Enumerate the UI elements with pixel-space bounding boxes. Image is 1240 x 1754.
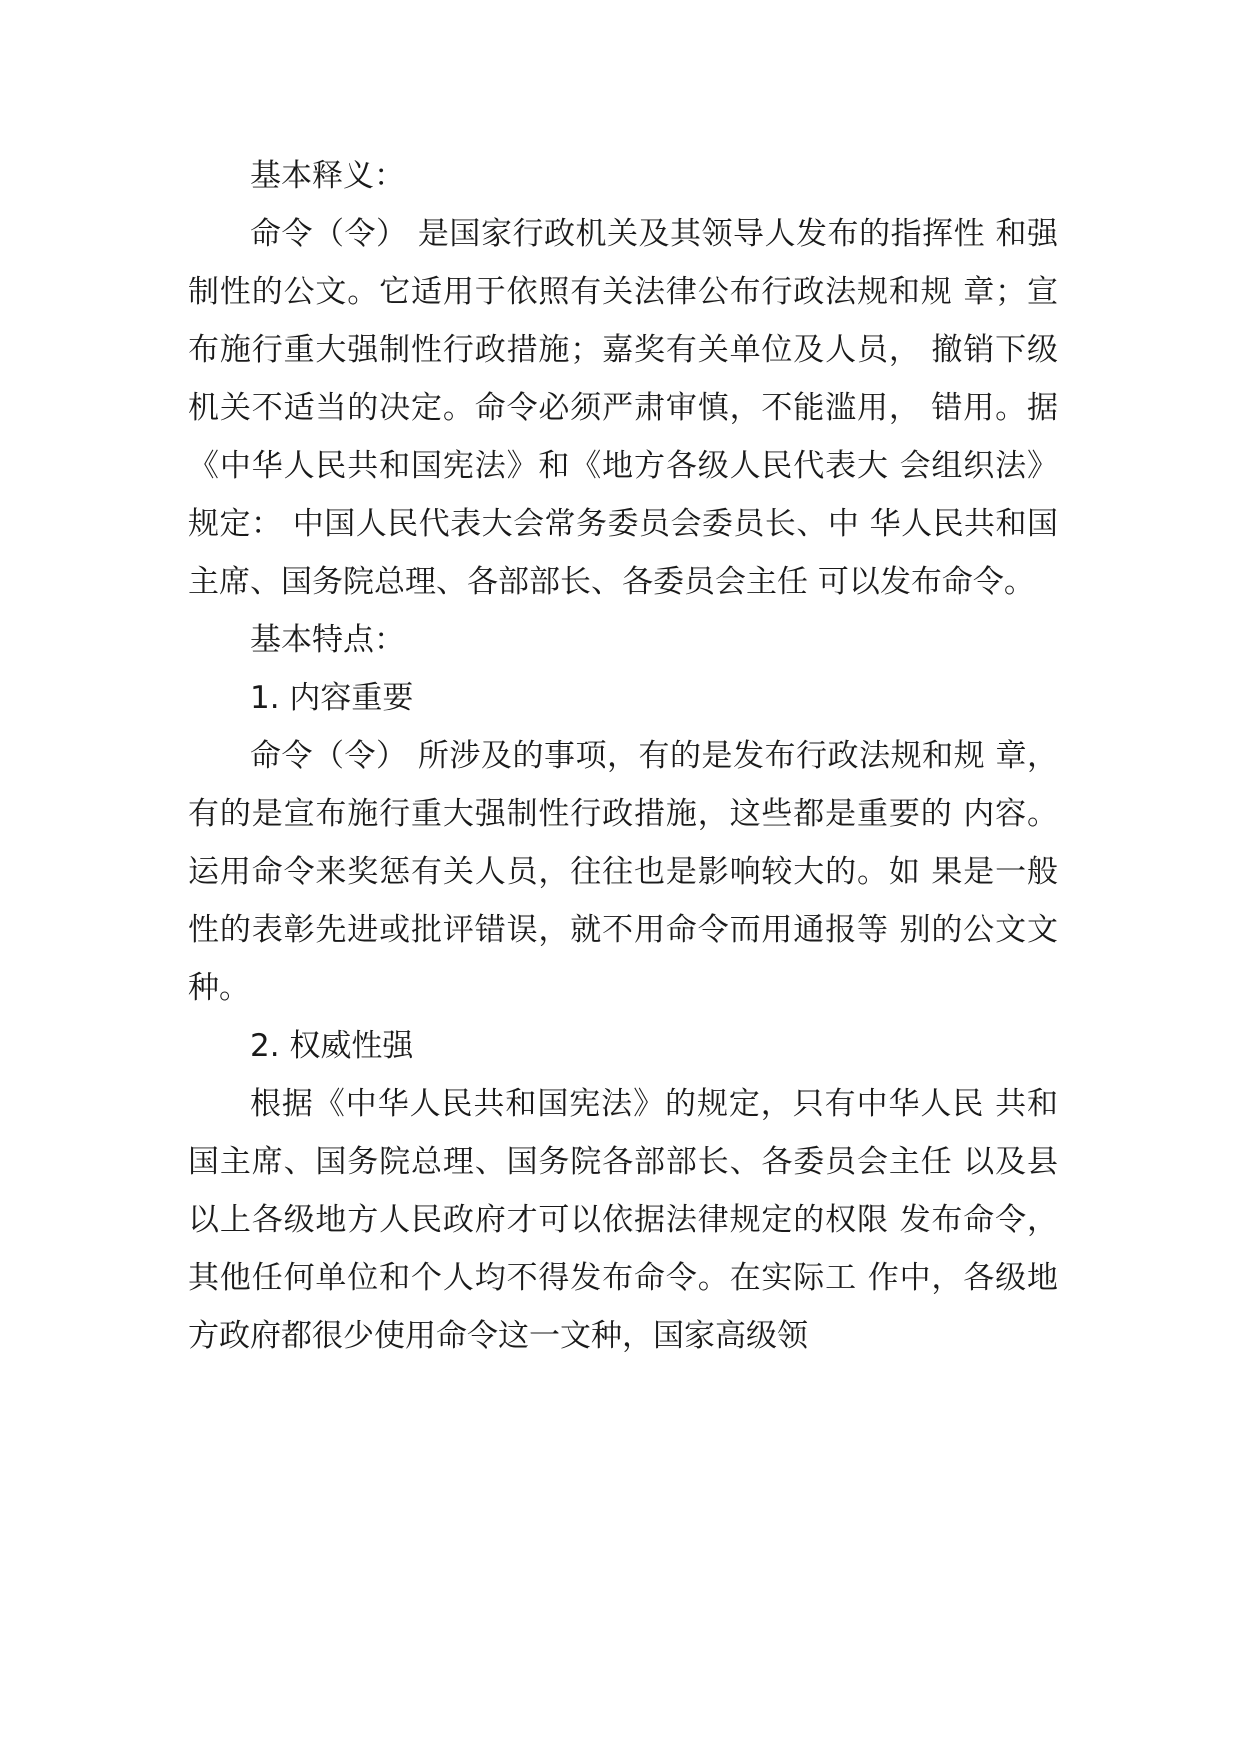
- paragraph-line: 命令（令） 是国家行政机关及其领导人发布的指挥性 和强: [250, 216, 1058, 252]
- paragraph-line: 规定： 中国人民代表大会常务委员会委员长、中 华人民共和国: [188, 506, 1058, 542]
- paragraph-line: 主席、国务院总理、各部部长、各委员会主任 可以发布命令。: [188, 564, 1035, 600]
- paragraph-line: 国主席、国务院总理、国务院各部部长、各委员会主任 以及县: [188, 1144, 1058, 1180]
- paragraph-line: 根据《中华人民共和国宪法》的规定，只有中华人民 共和: [250, 1086, 1058, 1122]
- heading-basic-features: 基本特点：: [250, 622, 405, 658]
- paragraph-line: 命令（令） 所涉及的事项，有的是发布行政法规和规 章，: [250, 738, 1058, 774]
- paragraph-line: 性的表彰先进或批评错误，就不用命令而用通报等 别的公文文: [188, 912, 1058, 948]
- paragraph-line: 方政府都很少使用命令这一文种，国家高级领: [188, 1318, 808, 1354]
- paragraph-line: 种。: [188, 970, 250, 1006]
- paragraph-line: 以上各级地方人民政府才可以依据法律规定的权限 发布命令，: [188, 1202, 1058, 1238]
- paragraph-line: 制性的公文。它适用于依照有关法律公布行政法规和规 章；宣: [188, 274, 1058, 310]
- paragraph-line: 有的是宣布施行重大强制性行政措施，这些都是重要的 内容。: [188, 796, 1058, 832]
- paragraph-line: 机关不适当的决定。命令必须严肃审慎，不能滥用， 错用。据: [188, 390, 1058, 426]
- heading-basic-definition: 基本释义：: [250, 158, 405, 194]
- paragraph-line: 布施行重大强制性行政措施；嘉奖有关单位及人员， 撤销下级: [188, 332, 1058, 368]
- paragraph-line: 其他任何单位和个人均不得发布命令。在实际工 作中，各级地: [188, 1260, 1058, 1296]
- subheading-strong-authority: 2. 权威性强: [250, 1028, 414, 1064]
- paragraph-line: 《中华人民共和国宪法》和《地方各级人民代表大 会组织法》: [188, 448, 1058, 484]
- subheading-content-important: 1. 内容重要: [250, 680, 414, 716]
- paragraph-line: 运用命令来奖惩有关人员，往往也是影响较大的。如 果是一般: [188, 854, 1058, 890]
